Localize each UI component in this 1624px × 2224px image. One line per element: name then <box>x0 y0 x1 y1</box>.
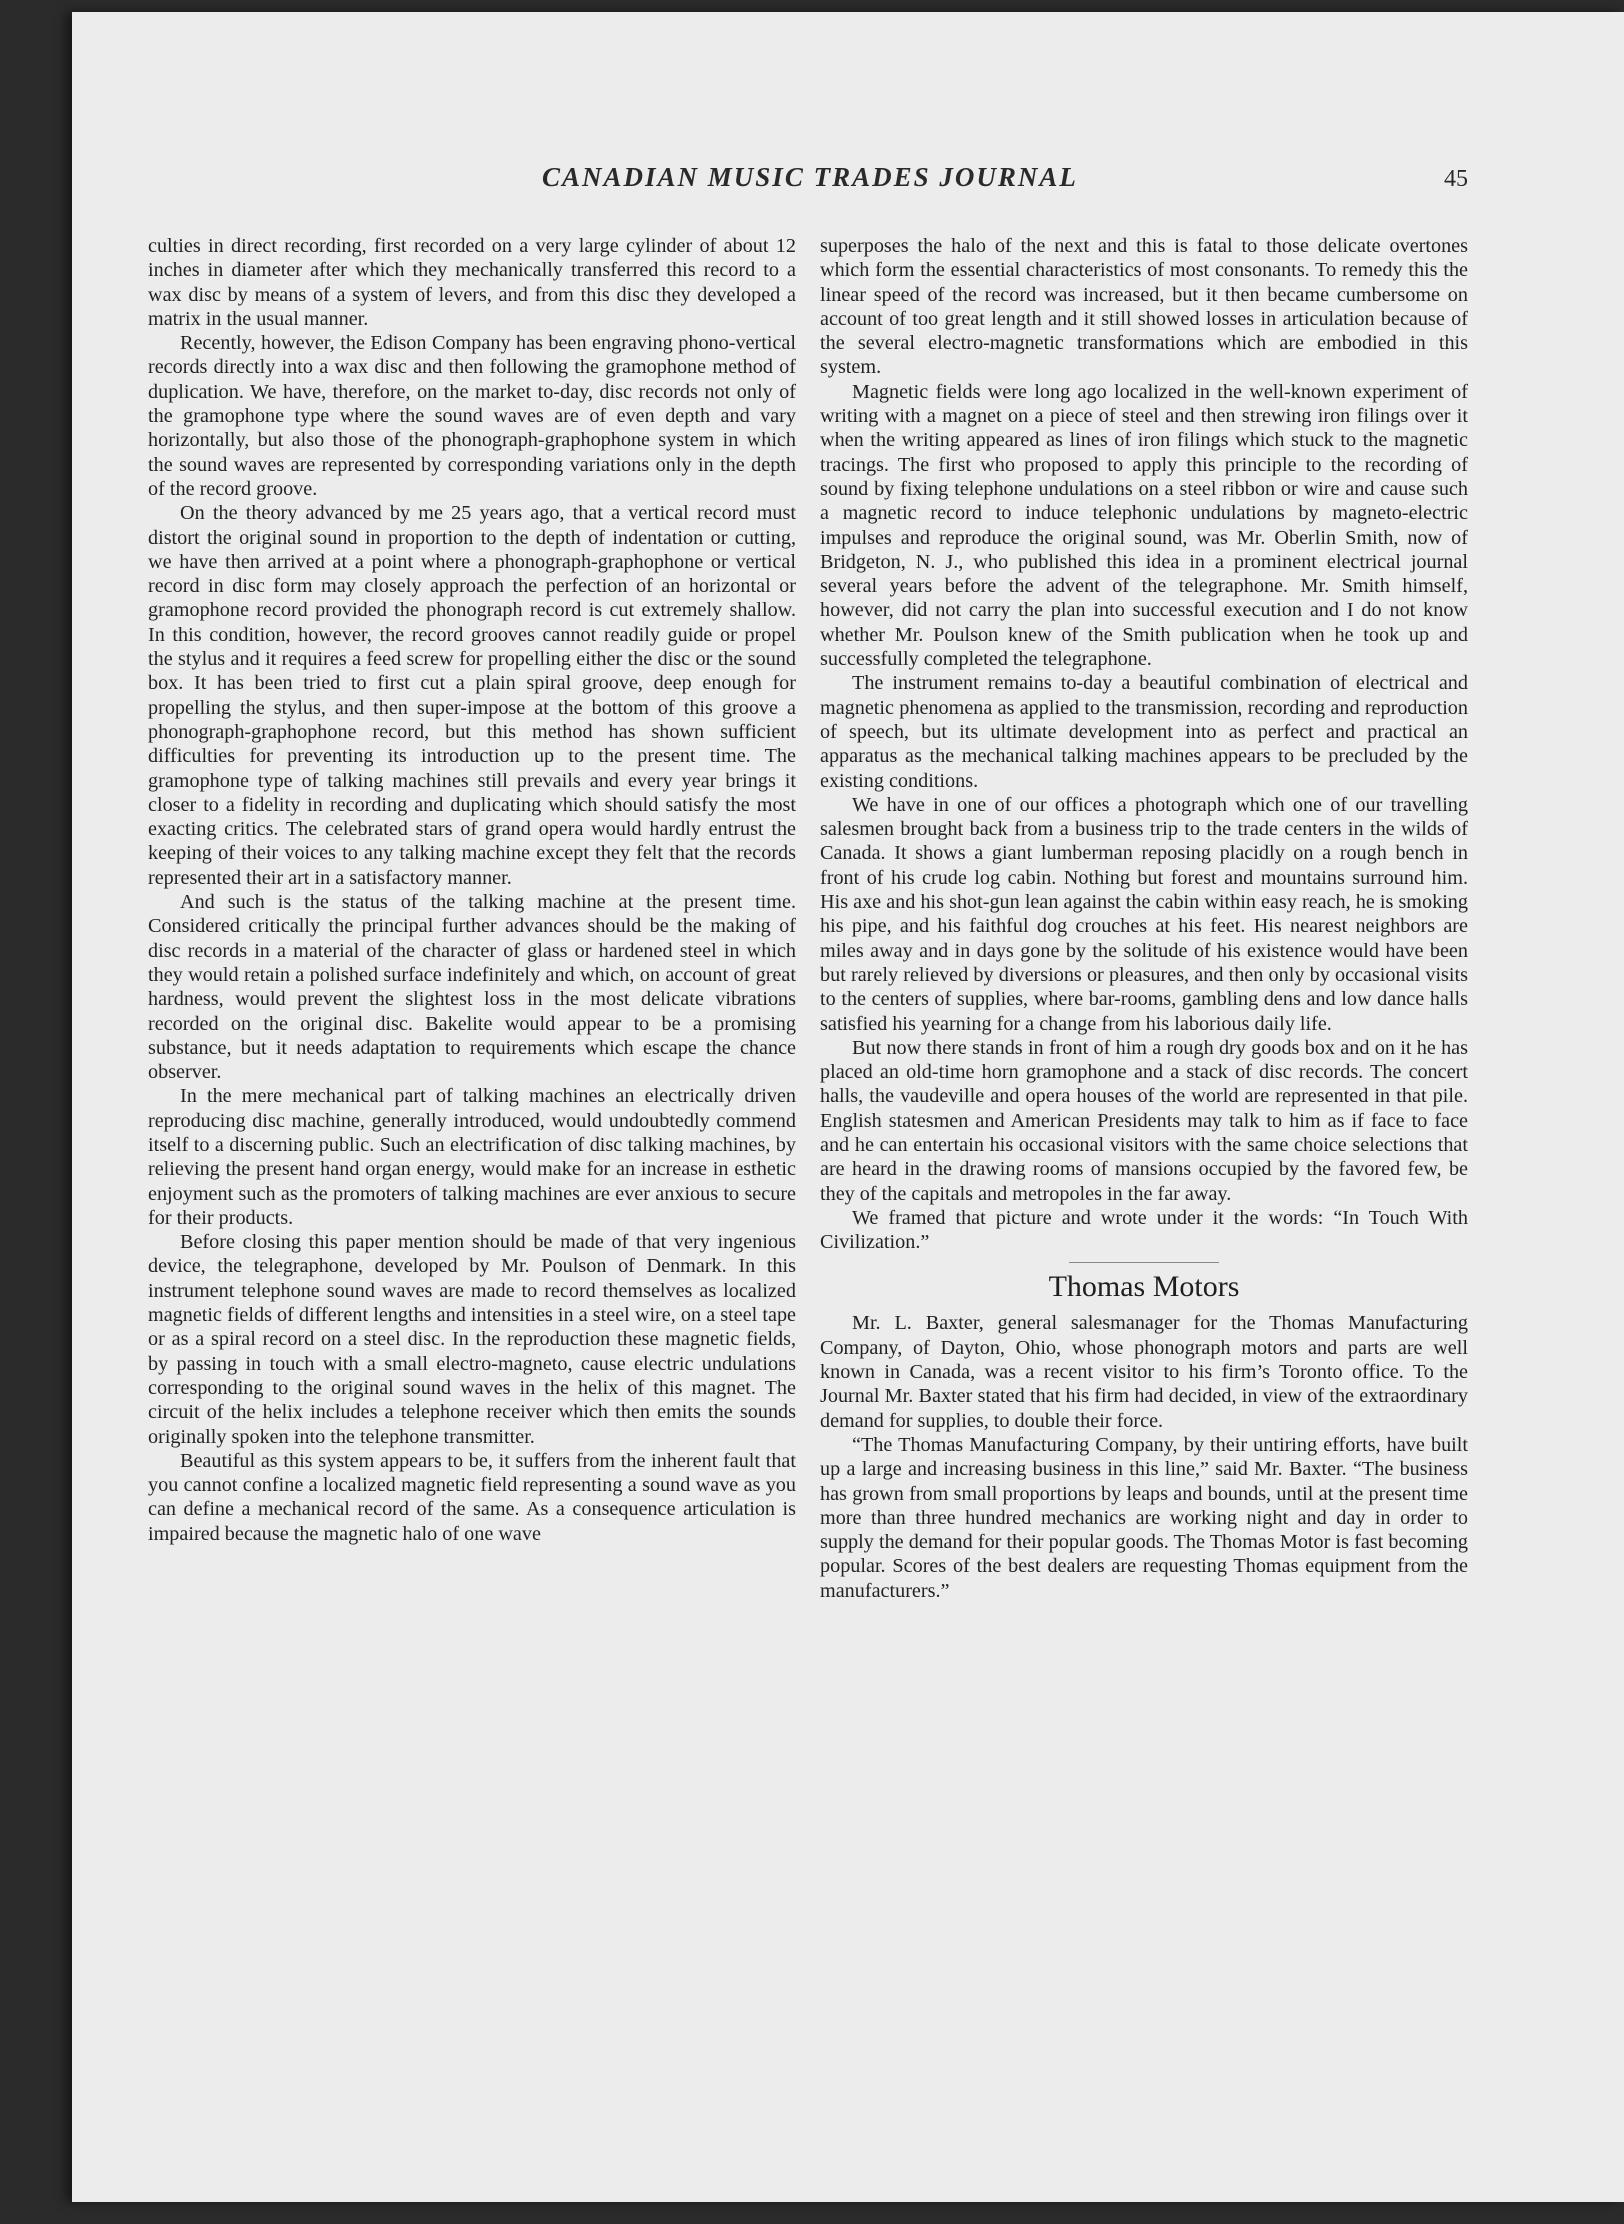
running-title: CANADIAN MUSIC TRADES JOURNAL <box>542 162 1078 192</box>
paragraph: Before closing this paper mention should be made of that very ingenious device, the telegraphone, developed by Mr. Poulson of Denmark. In this instrument telephone sound waves are made to record themselves as localized magnetic fields of different lengths and intensities in a steel wire, on a steel tape or as a spiral record on a steel disc. In the reproduction these magnetic fields, by passing in touch with a small electro-magneto, cause electric undulations corresponding to the original sound waves in the helix of this magnet. The circuit of the helix includes a telephone receiver which then emits the sounds originally spoken into the telephone transmitter. <box>148 1231 796 1448</box>
paragraph: Magnetic fields were long ago localized in the well-known experiment of writing with a magnet on a piece of steel and then strewing iron filings over it when the writing appeared as lines of iron filings which stuck to the magnetic tracings. The first who proposed to apply this principle to the recording of sound by fixing telephone undulations on a steel ribbon or wire and cause such a magnetic record to induce telephonic undulations by magneto-electric impulses and reproduce the original sound, was Mr. Oberlin Smith, now of Bridgeton, N. J., who published this idea in a prominent electrical journal several years before the advent of the telegraphone. Mr. Smith himself, however, did not carry the plan into successful execution and I do not know whether Mr. Poulson knew of the Smith publication when he took up and successfully completed the telegraphone. <box>820 380 1468 671</box>
paragraph: Mr. L. Baxter, general salesmanager for the Thomas Manufacturing Company, of Dayton, Ohio, whose phonograph motors and parts are well known in Canada, was a recent visitor to his firm’s Toronto office. To the Journal Mr. Baxter stated that his firm had decided, in view of the extraordinary demand for supplies, to double their force. <box>820 1312 1468 1432</box>
paragraph: Beautiful as this system appears to be, it suffers from the inherent fault that you cannot confine a localized magnetic field representing a sound wave as you can define a mechanical record of the same. As a consequence articulation is impaired because the magnetic halo of one wave <box>148 1449 796 1545</box>
journal-page <box>72 12 1624 2202</box>
paragraph: We have in one of our offices a photograph which one of our travelling salesmen brought back from a business trip to the trade centers in the wilds of Canada. It shows a giant lumberman reposing placidly on a rough bench in front of his crude log cabin. Nothing but forest and mountains surround him. His axe and his shot-gun lean against the cabin within easy reach, he is smoking his pipe, and his faithful dog crouches at his feet. His nearest neighbors are miles away and in days gone by the solitude of his existence would have been but rarely relieved by diversions or pleasures, and then only by occasional visits to the centers of supplies, where bar-rooms, gambling dens and low dance halls satisfied his yearning for a change from his laborious daily life. <box>820 793 1468 1035</box>
page-number: 45 <box>1444 166 1468 192</box>
article-heading: Thomas Motors <box>1048 1270 1240 1304</box>
paragraph: culties in direct recording, first recorded on a very large cylinder of about 12 inches in diameter after which they mechanically transferred this record to a wax disc by means of a system of levers, and from this disc they developed a matrix in the usual manner. <box>148 235 796 330</box>
paragraph: We framed that picture and wrote under it the words: “In Touch With Civilization.” <box>820 1206 1468 1254</box>
paragraph: On the theory advanced by me 25 years ago, that a vertical record must distort the original sound in proportion to the depth of indentation or cutting, we have then arrived at a point where a phonograph-graphophone or vertical record in disc form may closely approach the perfection of an horizontal or gramophone record provided the phonograph record is cut extremely shallow. In this condition, however, the record grooves cannot readily guide or propel the stylus and it requires a feed screw for propelling either the disc or the sound box. It has been tried to first cut a plain spiral groove, deep enough for propelling the stylus, and then super-impose at the bottom of this groove a phonograph-graphophone record, but this method has shown sufficient difficulties for preventing its introduction up to the present time. The gramophone type of talking machines still prevails and every year brings it closer to a fidelity in recording and duplicating which should satisfy the most exacting critics. The celebrated stars of grand opera would hardly entrust the keeping of their voices to any talking machine except they felt that the records represented their art in a satisfactory manner. <box>148 502 796 889</box>
right-column <box>820 234 1468 1603</box>
paragraph: In the mere mechanical part of talking machines an electrically driven reproducing disc machine, generally introduced, would undoubtedly commend itself to a discerning public. Such an electrification of disc talking machines, by relieving the present hand organ energy, would make for an increase in esthetic enjoyment such as the promoters of talking machines are ever anxious to secure for their products. <box>148 1085 796 1229</box>
left-column <box>148 234 796 1546</box>
paragraph: superposes the halo of the next and this is fatal to those delicate overtones which form the essential characteristics of most consonants. To remedy this the linear speed of the record was increased, but it then became cumbersome on account of too great length and it still showed losses in articulation because of the several electro-magnetic transformations which are embodied in this system. <box>820 235 1468 379</box>
paragraph: And such is the status of the talking machine at the present time. Considered critically the principal further advances should be the making of disc records in a material of the character of glass or hardened steel in which they would retain a polished surface indefinitely and which, on account of great hardness, would prevent the slightest loss in the most delicate vibrations recorded on the original disc. Bakelite would appear to be a promising substance, but it needs adaptation to requirements which escape the chance observer. <box>148 891 796 1084</box>
paragraph: The instrument remains to-day a beautiful combination of electrical and magnetic phenomena as applied to the transmission, recording and reproduction of speech, but its ultimate development into as perfect and practical an apparatus as the mechanical talking machines appears to be precluded by the existing conditions. <box>820 672 1468 792</box>
paragraph: “The Thomas Manufacturing Company, by their untiring efforts, have built up a large and increasing business in this line,” said Mr. Baxter. “The business has grown from small proportions by leaps and bounds, until at the present time more than three hundred mechanics are working night and day in order to supply the demand for their popular goods. The Thomas Motor is fast becoming popular. Scores of the best dealers are requesting Thomas equipment from the manufacturers.” <box>820 1433 1468 1602</box>
paragraph: Recently, however, the Edison Company has been engraving phono-vertical records directly into a wax disc and then following the gramophone method of duplication. We have, therefore, on the market to-day, disc records not only of the gramophone type where the sound waves are of even depth and vary horizontally, but also those of the phonograph-graphophone system in which the sound waves are represented by corresponding variations only in the depth of the record groove. <box>148 332 796 500</box>
page-header <box>72 162 1624 202</box>
section-divider <box>1069 1262 1219 1263</box>
paragraph: But now there stands in front of him a rough dry goods box and on it he has placed an old-time horn gramophone and a stack of disc records. The concert halls, the vaudeville and opera houses of the world are represented in that pile. English statesmen and American Presidents may talk to him as if face to face and he can entertain his occasional visitors with the same choice selections that are heard in the drawing rooms of mansions occupied by the favored few, be they of the capitals and metropoles in the far away. <box>820 1036 1468 1205</box>
